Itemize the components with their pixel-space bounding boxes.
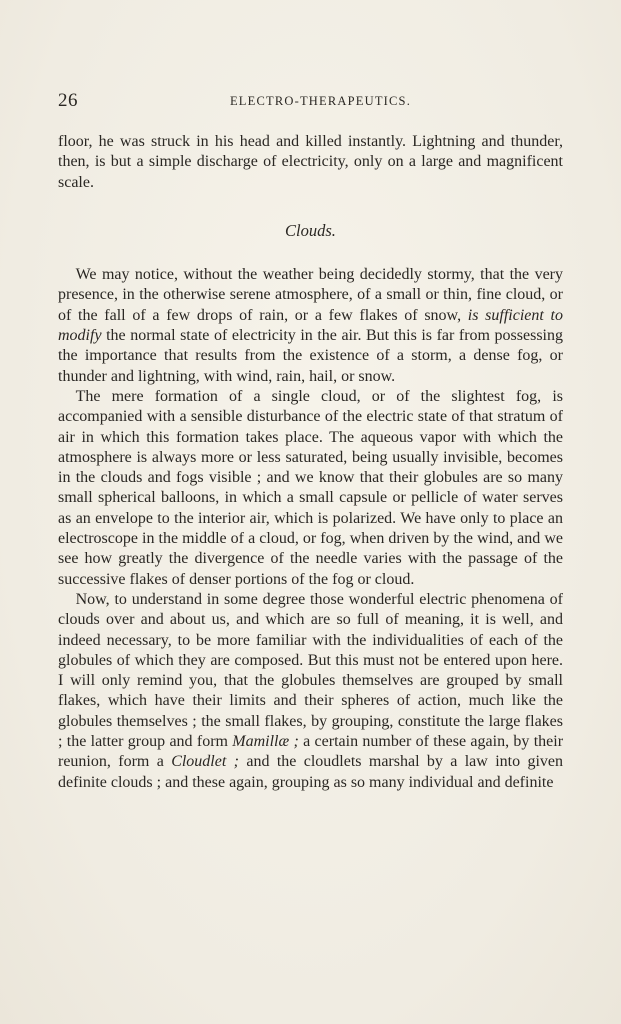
page-header <box>58 90 563 114</box>
emphasis-text: is sufficient to modify <box>58 306 563 345</box>
emphasis-text: Mamillæ ; <box>232 733 299 751</box>
section-heading: Clouds. <box>285 220 336 240</box>
paragraph-text: The mere formation of a single cloud, or of the slightest fog, is accompanied with a sensible disturbance of the electric state of that stratum of air in which this formation takes place. The aqueous vapor with which the atmosphere is always more or less saturated, being usually invisible, becomes in the clouds and fogs visible ; and we know that their globules are so many small spherical balloons, in which a small capsule or pellicle of water serves as an envelope to the interior air, which is polarized. We have only to place an electroscope in the middle of a cloud, or fog, when driven by the wind, and we see how greatly the divergence of the needle varies with the passage of the successive flakes of denser portions of the fog or cloud. <box>58 387 563 588</box>
paragraph <box>58 265 563 387</box>
paragraph-text: the normal state of electricity in the air. But this is far from possessing the importance that results from the existence of a storm, a dense fog, or thunder and lightning, with wind, rain, hail, or snow. <box>58 327 563 385</box>
body-text <box>58 132 563 793</box>
paragraph-text: We may notice, without the weather being decidedly stormy, that the very presence, in the otherwise serene atmosphere, of a small or thin, fine cloud, or of the fall of a few drops of rain, or a few flakes of snow, <box>58 266 563 324</box>
paragraph <box>58 590 563 793</box>
page-number: 26 <box>58 90 78 111</box>
emphasis-text: Cloudlet ; <box>171 753 239 771</box>
paragraph <box>58 387 563 590</box>
paragraph-text: and the cloudlets marshal by a law into given definite clouds ; and these again, grouping as so many individual and definite <box>58 753 564 791</box>
paragraph-continued <box>58 132 563 193</box>
paragraph-text: floor, he was struck in his head and killed instantly. Lightning and thunder, then, is but a simple discharge of electricity, only on a large and magnificent scale. <box>58 133 563 191</box>
running-head: ELECTRO-THERAPEUTICS. <box>229 94 412 108</box>
paragraph-text: Now, to understand in some degree those wonderful electric phenomena of clouds over and about us, and which are so full of meaning, it is well, and indeed necessary, to be more familiar with the individualities of each of the globules of which they are composed. But this must not be entered upon here. I will only remind you, that the globules themselves are grouped by small flakes, which have their limits and their spheres of action, much like the globules themselves ; the small flakes, by grouping, constitute the large flakes ; the latter group and form <box>58 590 563 751</box>
paragraph-text: a certain number of these again, by their reunion, form a <box>58 733 564 771</box>
